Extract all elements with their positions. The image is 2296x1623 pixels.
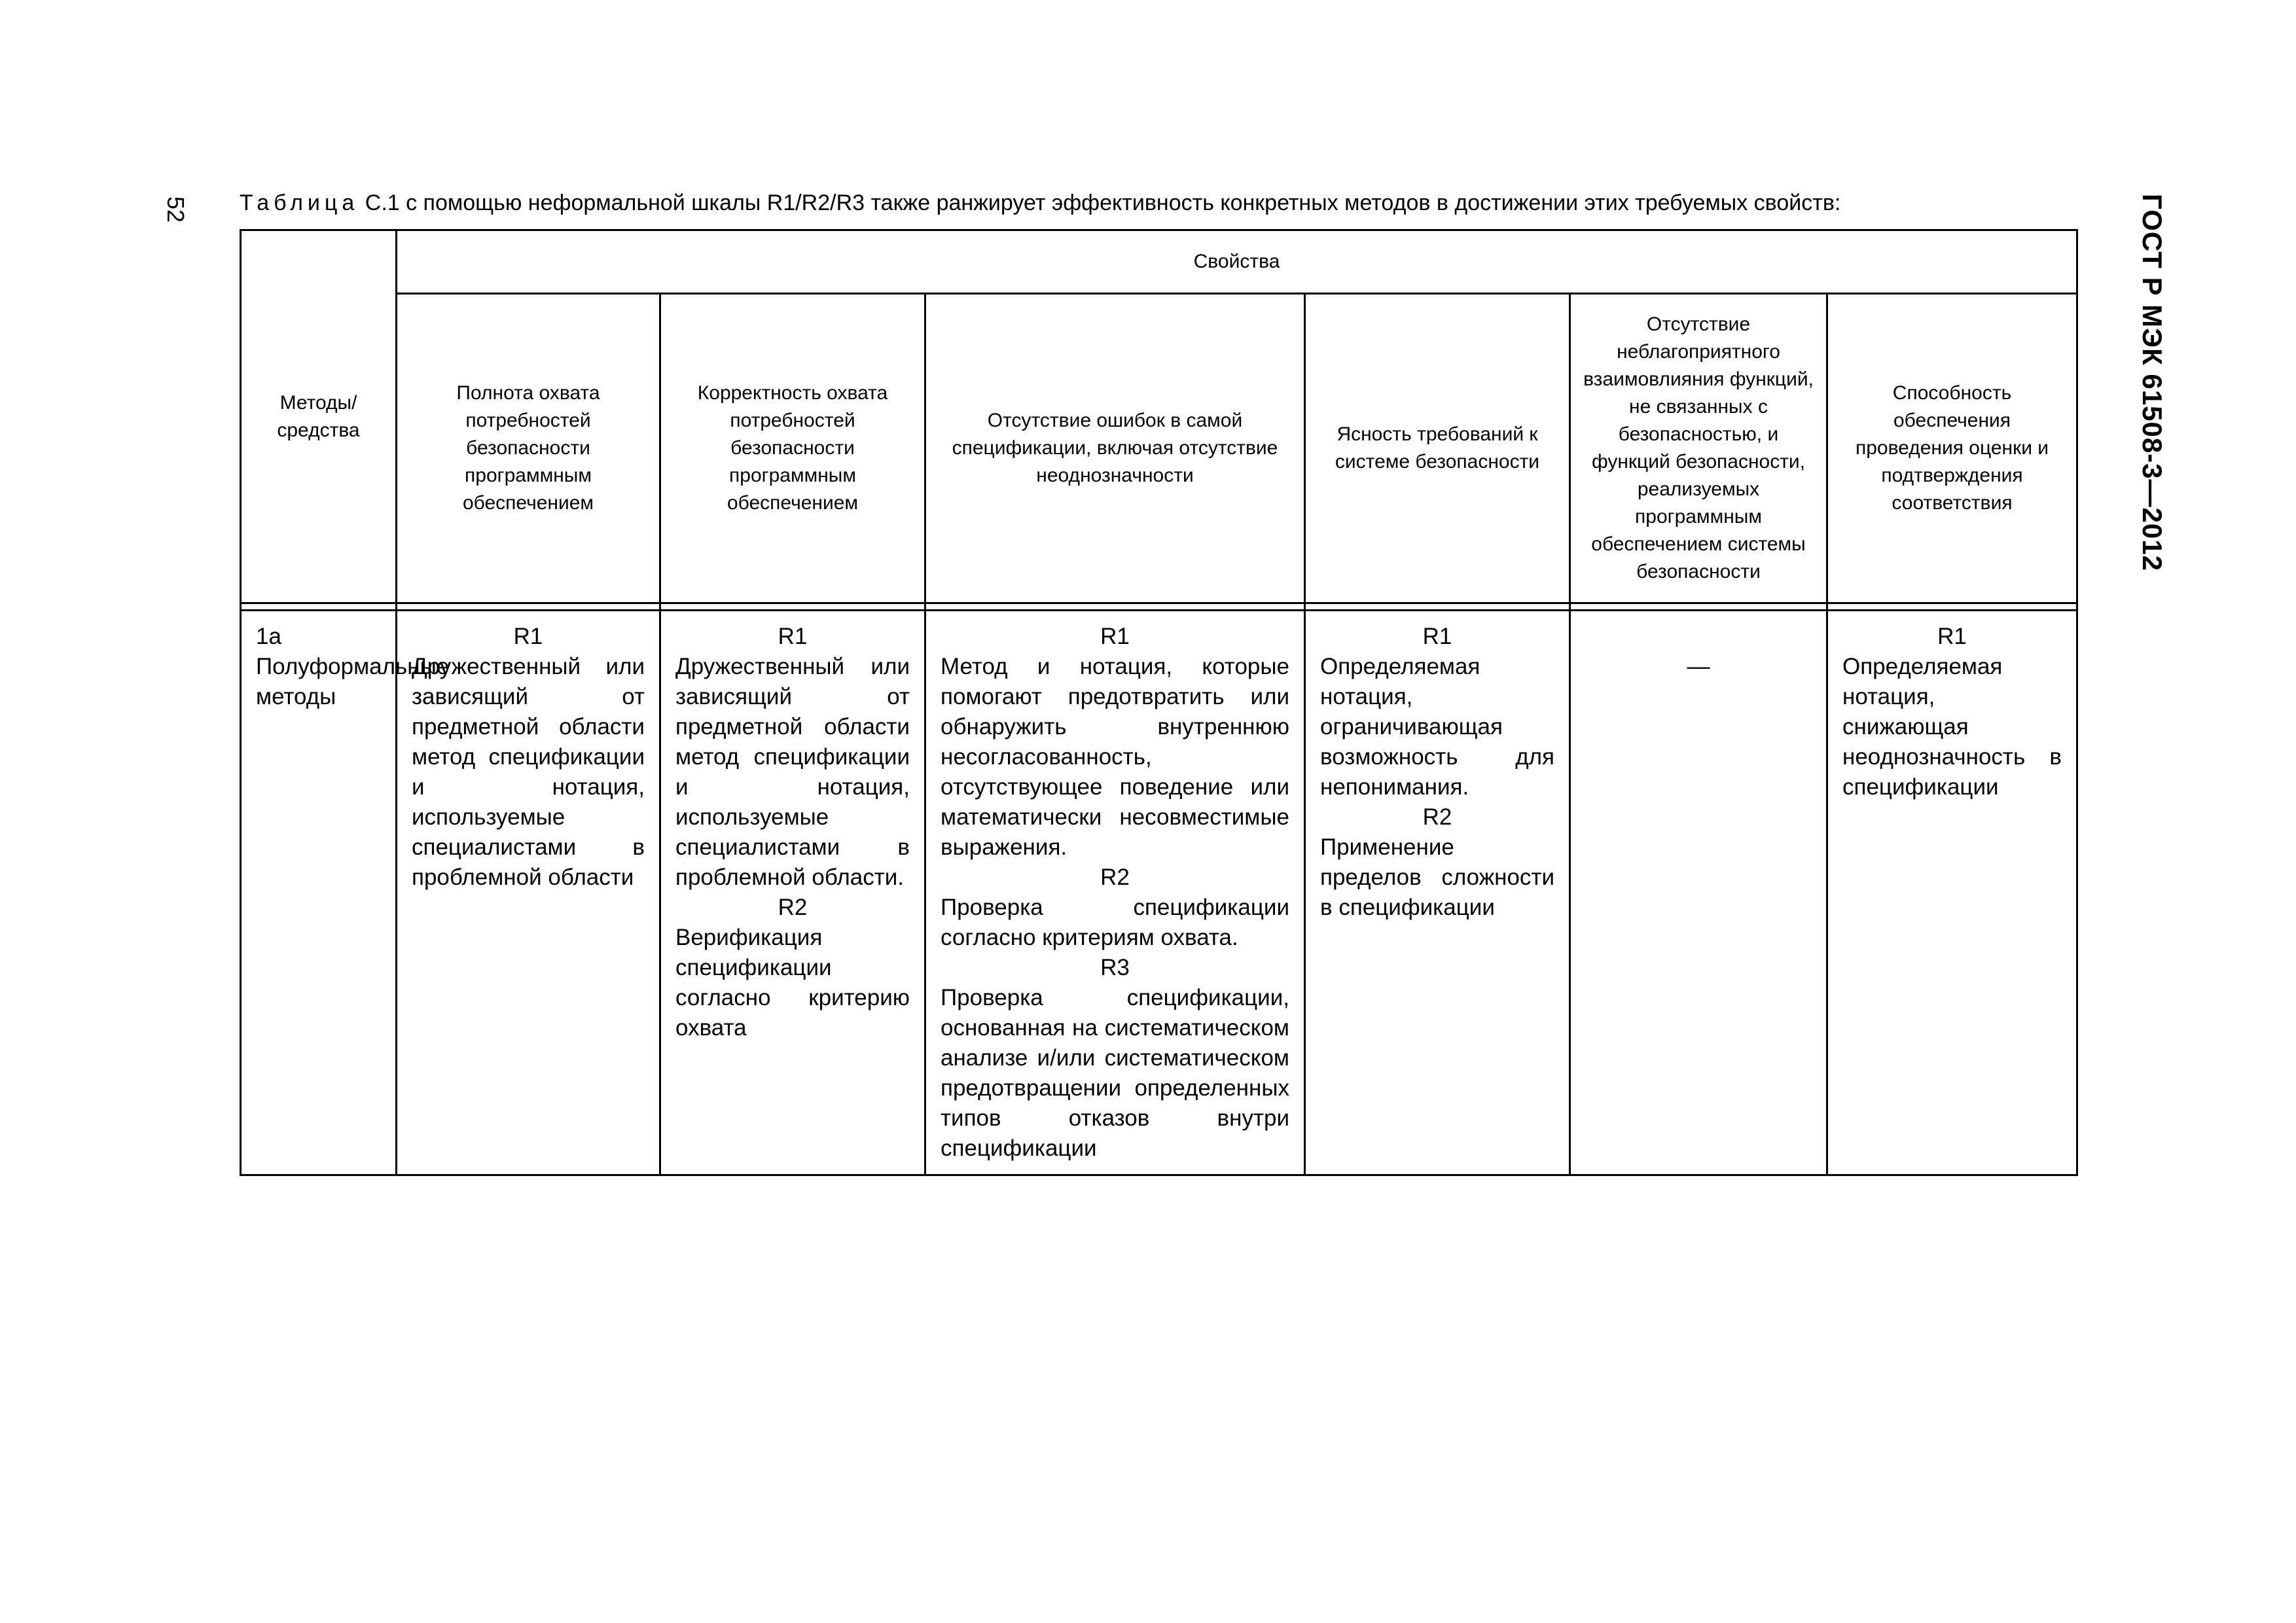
header-separator — [241, 603, 2077, 611]
table-row — [241, 611, 2077, 1175]
page-number: 52 — [162, 196, 189, 223]
properties-table — [240, 229, 2078, 1176]
table-caption — [240, 190, 1840, 216]
rank-description: Дружественный или зависящий от предметной области метод спецификации и нотация, используемые специалистами в проблемной области — [412, 654, 645, 890]
property-cell — [397, 611, 660, 1175]
rank-label: R1 — [1100, 624, 1130, 649]
property-cell — [1570, 611, 1827, 1175]
rank-label: R2 — [778, 895, 808, 920]
rank-description: Верификация спецификации согласно критерию охвата — [675, 925, 910, 1041]
rank-description: Дружественный или зависящий от предметной области метод спецификации и нотация, используемые специалистами в проблемной области. — [675, 654, 910, 890]
property-cell — [925, 611, 1305, 1175]
property-cell — [1827, 611, 2077, 1175]
property-header: Отсутствие неблагоприятного взаимовлияния функций, не связанных с безопасностью, и функций безопасности, реализуемых программным обеспечением системы безопасности — [1570, 294, 1827, 603]
rank-description: Определяемая нотация, снижающая неоднозначность в спецификации — [1842, 654, 2062, 800]
property-header: Ясность требований к системе безопасности — [1305, 294, 1570, 603]
methods-column-header: Методы/ средства — [241, 230, 397, 603]
caption-lead: Таблица — [240, 190, 359, 215]
rank-label: R3 — [1100, 955, 1130, 980]
property-header: Способность обеспечения проведения оценки и подтверждения соответствия — [1827, 294, 2077, 603]
document-code: ГОСТ Р МЭК 61508-3—2012 — [2137, 194, 2168, 571]
rank-description: Применение пределов сложности в спецификации — [1320, 834, 1554, 920]
property-cell — [660, 611, 925, 1175]
rank-label: R1 — [778, 624, 808, 649]
rank-description: Определяемая нотация, ограничивающая возможность для непонимания. — [1320, 654, 1554, 800]
not-applicable-dash: — — [1687, 654, 1710, 679]
rank-description: Метод и нотация, которые помогают предотвратить или обнаружить внутреннюю несогласованность, отсутствующее поведение или математически несовместимые выражения. — [941, 654, 1289, 860]
caption-text: С.1 с помощью неформальной шкалы R1/R2/R3 также ранжирует эффективность конкретных методов в достижении этих требуемых свойств: — [359, 190, 1841, 215]
property-header: Полнота охвата потребностей безопасности программным обеспечением — [397, 294, 660, 603]
method-name: 1а Полуформальные методы — [256, 624, 450, 709]
rank-label: R2 — [1100, 865, 1130, 890]
rank-label: R1 — [1937, 624, 1967, 649]
property-header: Отсутствие ошибок в самой спецификации, включая отсутствие неоднозначности — [925, 294, 1305, 603]
rank-description: Проверка спецификации согласно критериям охвата. — [941, 895, 1289, 950]
rank-label: R2 — [1422, 804, 1452, 830]
property-cell — [1305, 611, 1570, 1175]
rank-label: R1 — [1422, 624, 1452, 649]
method-cell — [241, 611, 450, 1175]
rank-description: Проверка спецификации, основанная на систематическом анализе и/или систематическом предотвращении определенных типов отказов внутри спецификации — [941, 985, 1289, 1161]
rank-label: R1 — [513, 624, 543, 649]
property-header: Корректность охвата потребностей безопасности программным обеспечением — [660, 294, 925, 603]
properties-group-header: Свойства — [397, 230, 2077, 294]
